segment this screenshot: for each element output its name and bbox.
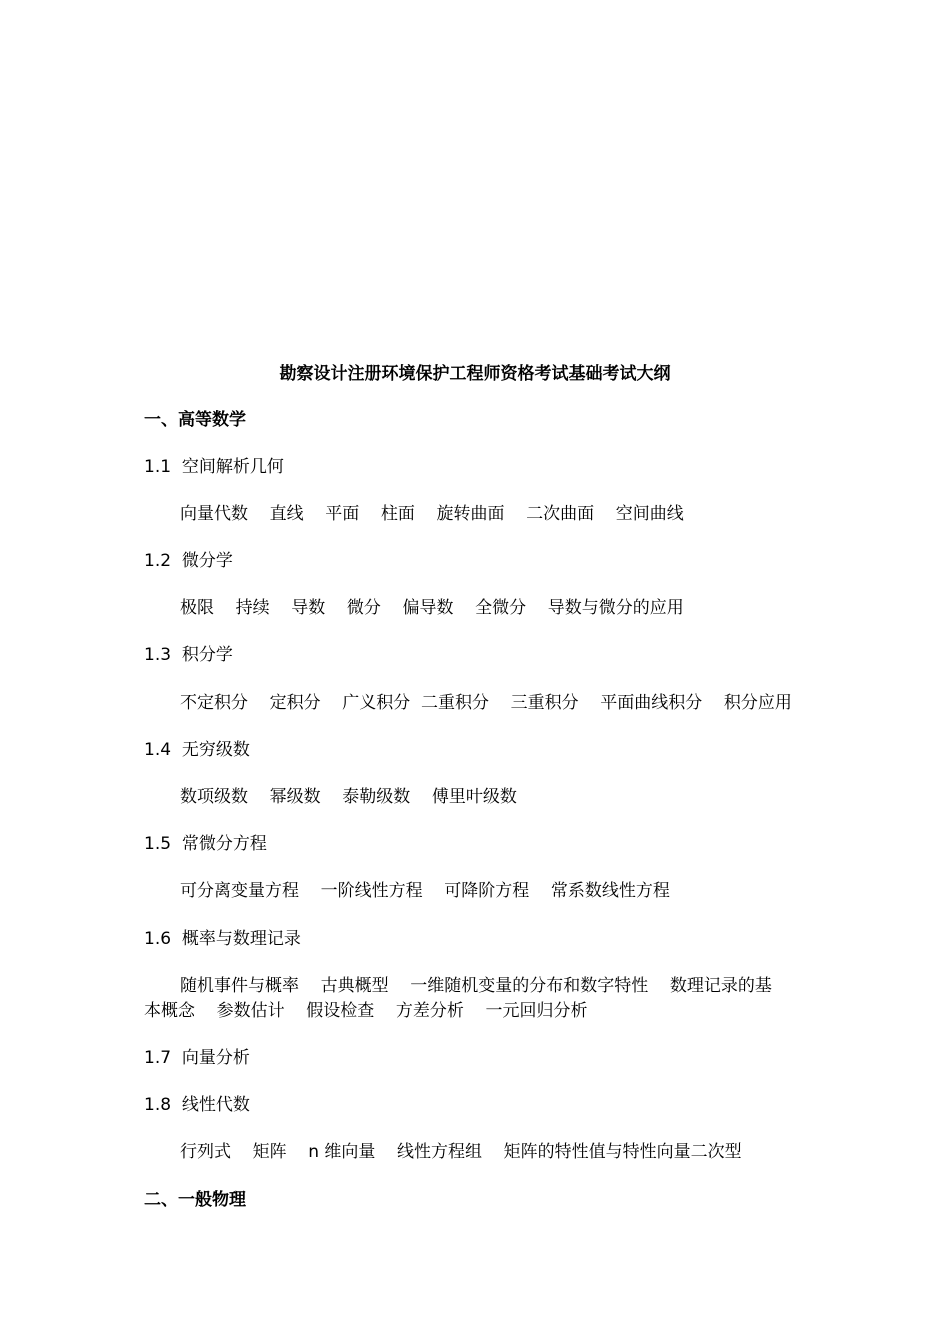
section-heading-math: 一、高等数学 [144,410,246,430]
subsection-1-6-items-line1: 随机事件与概率 古典概型 一维随机变量的分布和数字特性 数理记录的基 [180,976,772,996]
subsection-1-1-items: 向量代数 直线 平面 柱面 旋转曲面 二次曲面 空间曲线 [180,504,684,524]
subsection-1-4-items: 数项级数 幂级数 泰勒级数 傅里叶级数 [180,787,517,807]
subsection-1-5: 1.5 常微分方程 [144,834,267,854]
subsection-1-2-items: 极限 持续 导数 微分 偏导数 全微分 导数与微分的应用 [180,598,684,618]
subsection-1-7: 1.7 向量分析 [144,1048,250,1068]
subsection-1-8-items: 行列式 矩阵 n 维向量 线性方程组 矩阵的特性值与特性向量二次型 [180,1142,742,1162]
subsection-1-1: 1.1 空间解析几何 [144,457,284,477]
subsection-1-8: 1.8 线性代数 [144,1095,250,1115]
subsection-1-6-items-line2: 本概念 参数估计 假设检查 方差分析 一元回归分析 [144,1001,588,1021]
subsection-1-3-items: 不定积分 定积分 广义积分 二重积分 三重积分 平面曲线积分 积分应用 [180,693,792,713]
subsection-1-4: 1.4 无穷级数 [144,740,250,760]
section-heading-physics: 二、一般物理 [144,1190,246,1210]
subsection-1-5-items: 可分离变量方程 一阶线性方程 可降阶方程 常系数线性方程 [180,881,670,901]
document-title: 勘察设计注册环境保护工程师资格考试基础考试大纲 [279,364,671,384]
subsection-1-6: 1.6 概率与数理记录 [144,929,301,949]
subsection-1-3: 1.3 积分学 [144,645,233,665]
subsection-1-2: 1.2 微分学 [144,551,233,571]
